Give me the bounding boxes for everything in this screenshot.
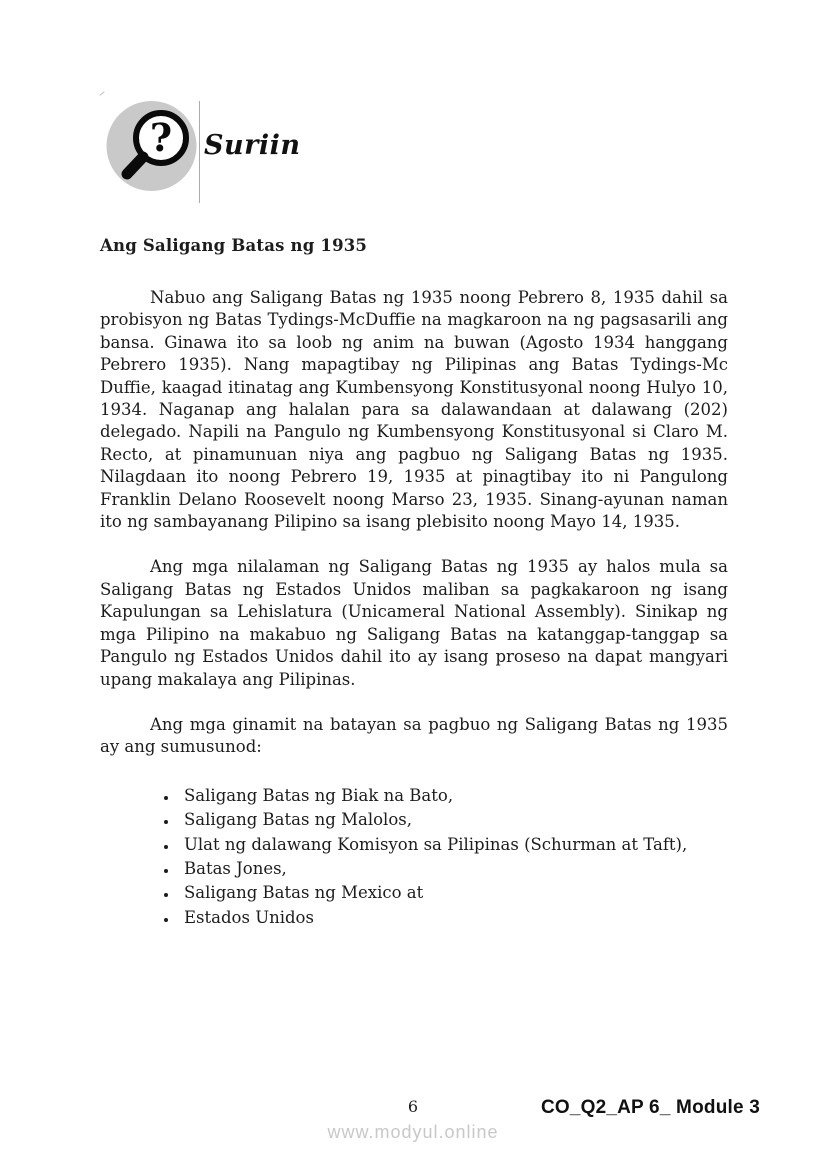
list-item: • Estados Unidos [178,906,728,930]
module-code: CO_Q2_AP 6_ Module 3 [540,1097,760,1118]
content-column [100,236,728,930]
paragraph-2: Ang mga nilalaman ng Saligang Batas ng 1935 ay halos mula sa Saligang Batas ng Estados Unidos maliban sa pagkakaroon ng isang Kapulungan sa Lehislatura (Unicameral National Assembly). Sinikap ng mga Pilipino na makabuo ng Saligang Batas na katanggap-tanggap sa Pangulo ng Estados Unidos dahil ito ay isang proseso na dapat mangyari upang makalaya ang Pilipinas. [100,557,728,689]
paragraph-3: Ang mga ginamit na batayan sa pagbuo ng Saligang Batas ng 1935 ay ang sumusunod: [100,714,728,757]
magnifier-question-icon [106,100,197,192]
corner-mark [99,91,104,96]
list-item: • Ulat ng dalawang Komisyon sa Pilipinas (Schurman at Taft), [178,833,728,857]
list-item: • Batas Jones, [178,857,728,881]
bullet-list [100,784,728,930]
paragraph-1: Nabuo ang Saligang Batas ng 1935 noong Pebrero 8, 1935 dahil sa probisyon ng Batas Tydings-McDuffie na magkaroon na ng pagsasarili ang bansa. Ginawa ito sa loob ng anim na buwan (Agosto 1934 hanggang Pebrero 1935). Nang mapagtibay ng Pilipinas ang Batas Tydings-Mc Duffie, kaagad itinatag ang Kumbensyong Konstitusyonal noong Hulyo 10, 1934. Naganap ang halalan para sa dalawandaan at dalawang (202) delegado. Napili na Pangulo ng Kumbensyong Konstitusyonal si Claro M. Recto, at pinamunuan niya ang pagbuo ng Saligang Batas ng 1935. Nilagdaan ito noong Pebrero 19, 1935 at pinagtibay ito ni Pangulong Franklin Delano Roosevelt noong Marso 23, 1935. Sinang-ayunan naman ito ng sambayanang Pilipino sa isang plebisito noong Mayo 14, 1935. [100,288,728,532]
vertical-divider [199,101,200,203]
article-heading: Ang Saligang Batas ng 1935 [100,236,368,255]
list-item: • Saligang Batas ng Biak na Bato, [178,784,728,808]
list-item: • Saligang Batas ng Mexico at [178,881,728,905]
page-number: 6 [407,1097,419,1116]
watermark: www.modyul.online [327,1122,499,1142]
list-item: • Saligang Batas ng Malolos, [178,808,728,832]
svg-text:?: ? [149,115,173,160]
section-title: Suriin [204,130,301,161]
